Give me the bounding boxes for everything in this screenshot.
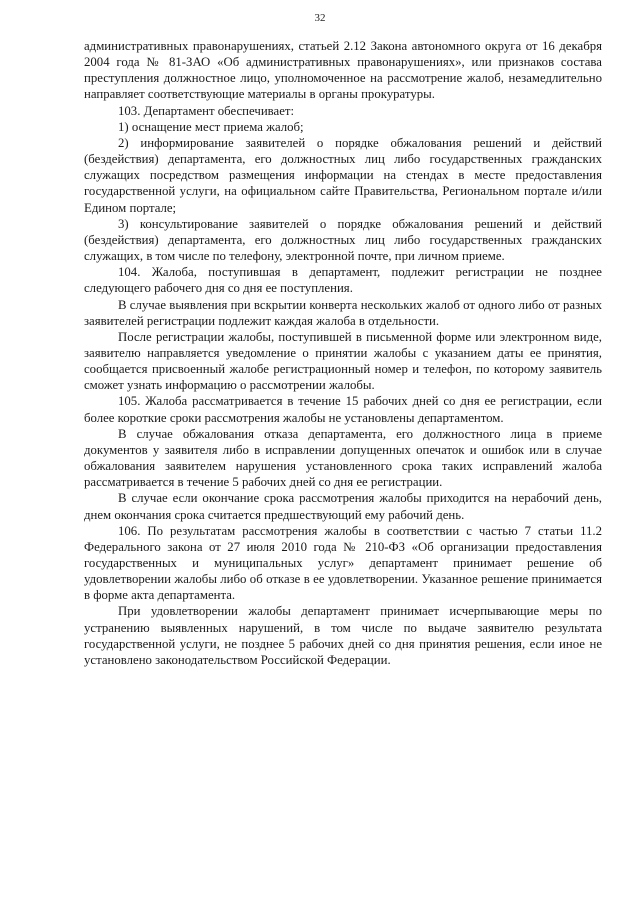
paragraph-103-item-1: 1) оснащение мест приема жалоб;	[118, 119, 304, 134]
paragraph-105: 105. Жалоба рассматривается в течение 15 рабочих дней со дня ее регистрации, если более короткие сроки рассмотрения жалобы не установлены департаментом.	[84, 394, 602, 425]
page-number: 32	[314, 12, 326, 24]
paragraph-continuation: административных правонарушениях, статьей 2.12 Закона автономного округа от 16 декабря 2004 года № 81-ЗАО «Об административных правонарушениях», или признаков состава преступления должностное лицо, уполномоченное на рассмотрение жалоб, незамедлительно направляет соответствующие материалы в органы прокуратуры.	[84, 39, 602, 102]
paragraph-103-heading: 103. Департамент обеспечивает:	[118, 103, 295, 118]
paragraph-106-remedy: При удовлетворении жалобы департамент принимает исчерпывающие меры по устранению выявленных нарушений, в том числе по выдаче заявителю результата государственной услуги, не позднее 5 рабочих дней со дня принятия решения, если иное не установлено законодательством Российской Федерации.	[84, 604, 602, 667]
paragraph-104-multiple-complaints: В случае выявления при вскрытии конверта нескольких жалоб от одного либо от разных заявителей регистрации подлежит каждая жалоба в отдельности.	[84, 297, 602, 328]
paragraph-105-nonworking-day: В случае если окончание срока рассмотрения жалобы приходится на нерабочий день, днем окончания срока считается предшествующий ему рабочий день.	[84, 491, 602, 522]
paragraph-105-refusal-appeal: В случае обжалования отказа департамента, его должностного лица в приеме документов у заявителя либо в исправлении допущенных опечаток и ошибок или в случае обжалования заявителем нарушения установленного срока таких исправлений жалоба рассматривается в течение 5 рабочих дней со дня ее регистрации.	[84, 426, 602, 490]
paragraph-106: 106. По результатам рассмотрения жалобы в соответствии с частью 7 статьи 11.2 Федерального закона от 27 июля 2010 года № 210-ФЗ «Об организации предоставления государственных и муниципальных услуг» департамент принимает решение об удовлетворении жалобы либо об отказе в ее удовлетворении. Указанное решение принимается в форме акта департамента.	[84, 523, 602, 603]
paragraph-104: 104. Жалоба, поступившая в департамент, подлежит регистрации не позднее следующего рабочего дня со дня ее поступления.	[84, 265, 602, 296]
document-body	[84, 38, 602, 668]
paragraph-103-item-3: 3) консультирование заявителей о порядке обжалования решений и действий (бездействия) департамента, его должностных лиц либо государственных гражданских служащих, в том числе по телефону, электронной почте, при личном приеме.	[84, 216, 602, 264]
paragraph-103-item-2: 2) информирование заявителей о порядке обжалования решений и действий (бездействия) департамента, его должностных лиц либо государственных гражданских служащих посредством размещения информации на стендах в месте предоставления государственной услуги, на официальном сайте Правительства, Региональном портале и/или Едином портале;	[84, 135, 602, 215]
paragraph-104-notification: После регистрации жалобы, поступившей в письменной форме или электронном виде, заявителю направляется уведомление о принятии жалобы с указанием даты ее принятия, сообщается присвоенный жалобе регистрационный номер и телефон, по которому заявитель сможет узнать информацию о рассмотрении жалобы.	[84, 329, 602, 393]
